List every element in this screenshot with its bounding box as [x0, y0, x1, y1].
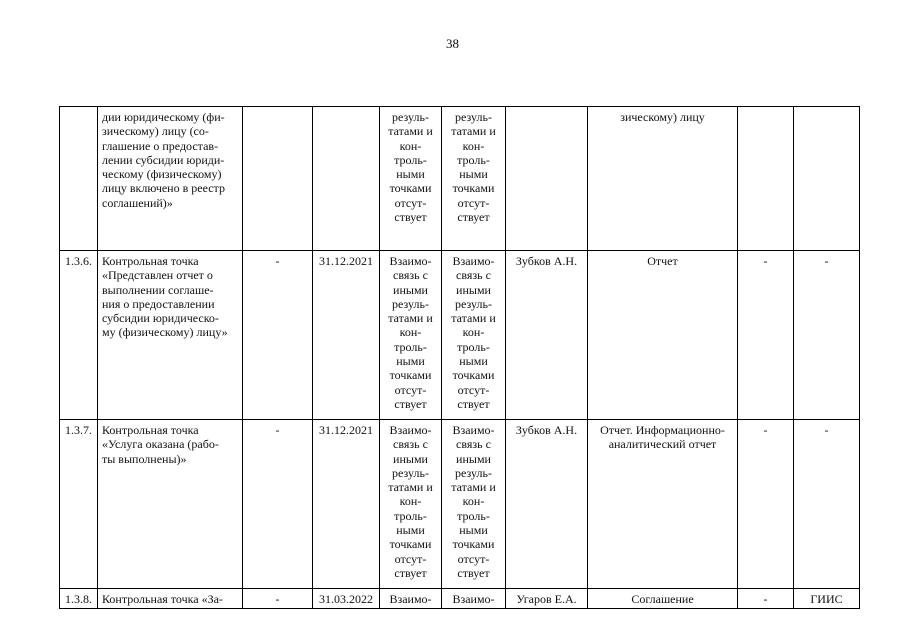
predecessor-cell — [380, 107, 442, 251]
predecessor-cell-line: ными — [396, 354, 425, 369]
successor-cell-line: Взаимо- — [452, 254, 495, 268]
predecessor-cell-line: ствует — [394, 210, 427, 225]
end-date-cell: 31.03.2022 — [313, 589, 380, 609]
end-date-cell: 31.12.2021 — [313, 251, 380, 420]
result-type-cell — [588, 107, 738, 251]
successor-cell-line: отсут- — [457, 382, 490, 397]
predecessor-cell-line: ными — [396, 167, 425, 182]
end-date-cell — [313, 107, 380, 251]
event-name-cell-line: «Услуга оказана (рабо- — [102, 437, 219, 452]
successor-cell-line: точками — [452, 368, 495, 383]
successor-cell-line: кон- — [462, 138, 485, 153]
successor-cell-line: кон- — [462, 325, 485, 340]
successor-cell — [442, 589, 506, 609]
event-name-cell-line: зическому) лицу (со- — [102, 124, 209, 139]
successor-cell — [442, 251, 506, 420]
event-name-cell-line: лицу включено в реестр — [102, 181, 225, 196]
event-name-cell-line: Контрольная точка — [102, 423, 199, 437]
row-number-cell: 1.3.8. — [60, 589, 98, 609]
successor-cell-line: татами и — [451, 480, 496, 495]
result-type-cell-line: аналитический отчет — [608, 437, 717, 452]
result-type-cell-line: Отчет — [647, 254, 678, 268]
level-cell: - — [738, 420, 794, 589]
info-system-cell: - — [794, 251, 860, 420]
predecessor-cell-line: Взаимо- — [389, 592, 432, 606]
predecessor-cell-line: татами и — [388, 124, 433, 139]
successor-cell-line: троль- — [457, 508, 490, 523]
page-number: 38 — [446, 36, 459, 51]
row-number-cell — [60, 107, 98, 251]
successor-cell-line: троль- — [457, 339, 490, 354]
successor-cell-line: Взаимо- — [452, 423, 495, 437]
successor-cell-line: резуль- — [455, 296, 492, 311]
responsible-cell: Зубков А.Н. — [506, 251, 588, 420]
event-name-cell-line: субсидии юридическо- — [102, 311, 219, 326]
predecessor-cell-line: отсут- — [394, 551, 427, 566]
event-name-cell — [98, 589, 243, 609]
successor-cell-line: резуль- — [455, 110, 492, 124]
successor-cell-line: Взаимо- — [452, 592, 495, 606]
row-number-cell: 1.3.6. — [60, 251, 98, 420]
successor-cell-line: отсут- — [457, 195, 490, 210]
predecessor-cell — [380, 420, 442, 589]
predecessor-cell-line: Взаимо- — [389, 423, 432, 437]
responsible-cell: Зубков А.Н. — [506, 420, 588, 589]
predecessor-cell-line: троль- — [394, 508, 427, 523]
predecessor-cell-line: отсут- — [394, 382, 427, 397]
predecessor-cell-line: татами и — [388, 311, 433, 326]
predecessor-cell-line: кон- — [399, 494, 422, 509]
successor-cell-line: кон- — [462, 494, 485, 509]
successor-cell-line: татами и — [451, 311, 496, 326]
event-name-cell-line: ния о предоставлении — [102, 296, 215, 311]
successor-cell-line: ными — [459, 167, 488, 182]
level-cell: - — [738, 589, 794, 609]
predecessor-cell-line: резуль- — [392, 465, 429, 480]
responsible-cell: Угаров Е.А. — [506, 589, 588, 609]
predecessor-cell-line: троль- — [394, 152, 427, 167]
table-row — [60, 251, 860, 420]
successor-cell-line: точками — [452, 537, 495, 552]
start-date-cell: - — [243, 589, 313, 609]
start-date-cell: - — [243, 420, 313, 589]
successor-cell-line: точками — [452, 181, 495, 196]
table-row — [60, 420, 860, 589]
event-name-cell-line: выполнении соглаше- — [102, 282, 214, 297]
predecessor-cell-line: ными — [396, 523, 425, 538]
result-type-cell — [588, 589, 738, 609]
successor-cell-line: отсут- — [457, 551, 490, 566]
event-name-cell — [98, 107, 243, 251]
predecessor-cell-line: точками — [389, 537, 432, 552]
result-type-cell-line: Отчет. Информационно- — [600, 423, 725, 437]
predecessor-cell-line: резуль- — [392, 296, 429, 311]
predecessor-cell-line: резуль- — [392, 110, 429, 124]
event-name-cell-line: му (физическому) лицу» — [102, 325, 228, 340]
event-name-cell-line: Контрольная точка — [102, 254, 199, 268]
successor-cell — [442, 420, 506, 589]
successor-cell-line: резуль- — [455, 465, 492, 480]
predecessor-cell-line: Взаимо- — [389, 254, 432, 268]
event-name-cell — [98, 251, 243, 420]
successor-cell-line: ствует — [457, 565, 490, 580]
start-date-cell: - — [243, 251, 313, 420]
successor-cell-line: иными — [456, 282, 491, 297]
successor-cell-line: иными — [456, 451, 491, 466]
predecessor-cell-line: ствует — [394, 565, 427, 580]
event-name-cell-line: «Представлен отчет о — [102, 268, 213, 283]
successor-cell-line: татами и — [451, 124, 496, 139]
predecessor-cell-line: ствует — [394, 396, 427, 411]
successor-cell-line: связь с — [456, 437, 491, 452]
result-type-cell-line: зическому) лицу — [620, 110, 705, 124]
result-type-cell — [588, 420, 738, 589]
table-row — [60, 107, 860, 251]
event-name-cell-line: Контрольная точка «За- — [102, 592, 223, 606]
info-system-cell: ГИИС — [794, 589, 860, 609]
predecessor-cell-line: связь с — [393, 268, 428, 283]
successor-cell-line: ствует — [457, 210, 490, 225]
row-number-cell: 1.3.7. — [60, 420, 98, 589]
result-type-cell — [588, 251, 738, 420]
predecessor-cell-line: кон- — [399, 325, 422, 340]
predecessor-cell — [380, 251, 442, 420]
event-name-cell-line: ты выполнены)» — [102, 451, 187, 466]
successor-cell-line: ствует — [457, 396, 490, 411]
event-name-cell-line: ческому (физическому) — [102, 167, 222, 182]
predecessor-cell-line: татами и — [388, 480, 433, 495]
predecessor-cell-line: точками — [389, 368, 432, 383]
predecessor-cell-line: отсут- — [394, 195, 427, 210]
predecessor-cell-line: точками — [389, 181, 432, 196]
event-name-cell-line: лении субсидии юриди- — [102, 152, 225, 167]
predecessor-cell-line: иными — [393, 282, 428, 297]
predecessor-cell — [380, 589, 442, 609]
plan-table — [59, 106, 860, 609]
event-name-cell-line: глашение о предостав- — [102, 138, 219, 153]
successor-cell-line: связь с — [456, 268, 491, 283]
successor-cell-line: ными — [459, 523, 488, 538]
successor-cell — [442, 107, 506, 251]
info-system-cell — [794, 107, 860, 251]
successor-cell-line: ными — [459, 354, 488, 369]
info-system-cell: - — [794, 420, 860, 589]
event-name-cell — [98, 420, 243, 589]
end-date-cell: 31.12.2021 — [313, 420, 380, 589]
event-name-cell-line: соглашений)» — [102, 195, 173, 210]
table-row — [60, 589, 860, 609]
predecessor-cell-line: иными — [393, 451, 428, 466]
level-cell: - — [738, 251, 794, 420]
predecessor-cell-line: кон- — [399, 138, 422, 153]
result-type-cell-line: Соглашение — [631, 592, 694, 606]
predecessor-cell-line: связь с — [393, 437, 428, 452]
level-cell — [738, 107, 794, 251]
predecessor-cell-line: троль- — [394, 339, 427, 354]
event-name-cell-line: дии юридическому (фи- — [102, 110, 225, 124]
successor-cell-line: троль- — [457, 152, 490, 167]
start-date-cell — [243, 107, 313, 251]
responsible-cell — [506, 107, 588, 251]
